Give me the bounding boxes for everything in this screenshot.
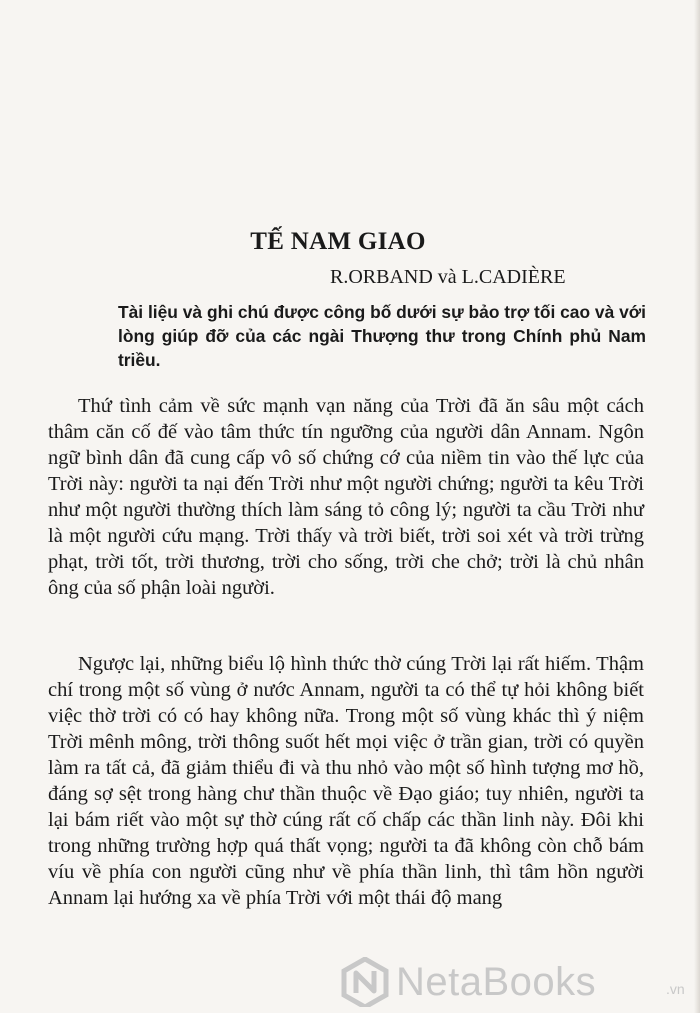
- authors-line: R.ORBAND và L.CADIÈRE: [330, 266, 566, 288]
- watermark-brand: NetaBooks: [396, 960, 597, 1004]
- netabooks-watermark: [340, 955, 700, 1013]
- abstract-note: Tài liệu và ghi chú được công bố dưới sự bảo trợ tối cao và với lòng giúp đỡ của các ngài Thượng thư trong Chính phủ Nam triều.: [118, 302, 646, 370]
- page-edge-shadow: [694, 0, 700, 1013]
- chapter-title: TẾ NAM GIAO: [250, 228, 426, 255]
- watermark-suffix: .vn: [666, 981, 685, 997]
- body-paragraph-1: Thứ tình cảm về sức mạnh vạn năng của Trời đã ăn sâu một cách thâm căn cố đế vào tâm thức tín ngưỡng của người dân Annam. Ngôn ngữ bình dân đã cung cấp vô số chứng cớ của niềm tin vào thế lực của Trời này: người ta nại đến Trời như một người chứng; người ta kêu Trời như một người thường thích làm sáng tỏ công lý; người ta cầu Trời như là một người cứu mạng. Trời thấy và trời biết, trời soi xét và trời trừng phạt, trời tốt, trời thương, trời cho sống, trời che chở; trời là chủ nhân ông của số phận loài người.: [48, 395, 644, 599]
- netabooks-logo-icon: [340, 957, 390, 1007]
- body-paragraph-2: Ngược lại, những biểu lộ hình thức thờ cúng Trời lại rất hiếm. Thậm chí trong một số vùng ở nước Annam, người ta có thể tự hỏi không biết việc thờ trời có có hay không nữa. Trong một số vùng khác thì ý niệm Trời mênh mông, trời thông suốt hết mọi việc ở trần gian, trời có quyền làm ra tất cả, đã giảm thiểu đi và thu nhỏ vào một số hình tượng mơ hồ, đáng sợ sệt trong hàng chư thần thuộc về Đạo giáo; tuy nhiên, người ta lại bám riết vào một sự thờ cúng rất cố chấp các thần linh này. Đôi khi trong những trường hợp quá thất vọng; người ta đã không còn chỗ bám víu về phía con người cũng như về phía thần linh, thì tâm hồn người Annam lại hướng xa về phía Trời với một thái độ mang: [48, 653, 644, 909]
